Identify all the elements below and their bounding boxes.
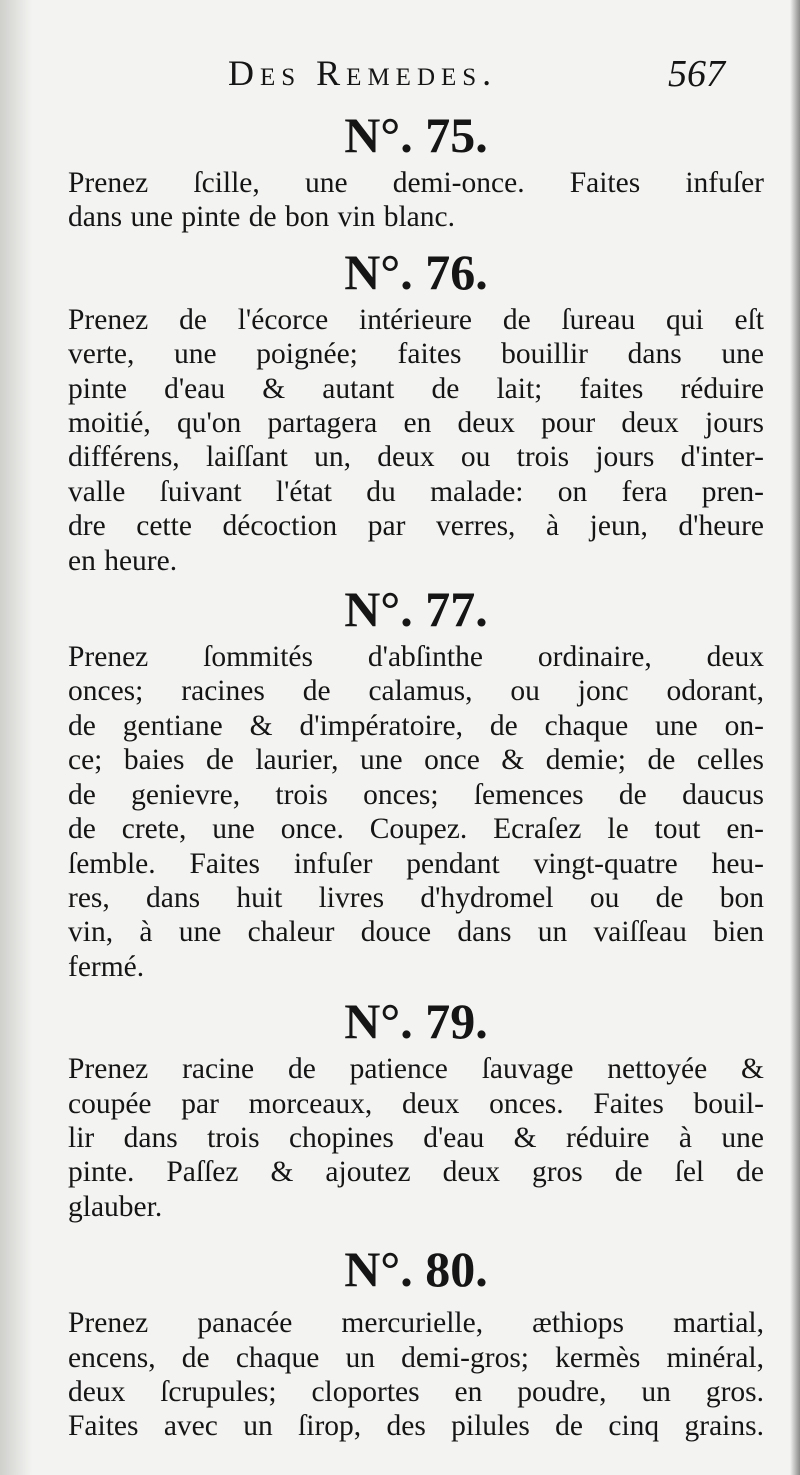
section-heading: N°. 76. — [344, 243, 488, 300]
remedy-75 — [66, 104, 766, 235]
text-line: ſemble. Faites infuſer pendant vingt-quatre heu- — [68, 847, 764, 880]
section-text — [66, 640, 766, 984]
page-number: 567 — [668, 53, 725, 95]
section-text — [66, 303, 766, 578]
section-text — [66, 166, 766, 235]
remedy-80 — [66, 1238, 766, 1444]
text-line: dre cette décoction par verres, à jeun, d'heure — [68, 510, 764, 543]
text-line: verte, une poignée; faites bouillir dans une — [68, 338, 764, 371]
text-line: Prenez racine de patience ſauvage nettoyée & — [68, 1053, 764, 1086]
text-line: pinte. Paſſez & ajoutez deux gros de ſel de — [68, 1156, 764, 1189]
remedy-79 — [66, 990, 766, 1224]
text-line: de crete, une once. Coupez. Ecraſez le tout en- — [68, 813, 764, 846]
text-line: Prenez panacée mercurielle, æthiops martial, — [68, 1307, 764, 1340]
remedy-77 — [66, 578, 766, 984]
text-line: de gentiane & d'impératoire, de chaque une on- — [68, 709, 764, 742]
text-line: lir dans trois chopines d'eau & réduire à une — [68, 1121, 764, 1154]
text-line: encens, de chaque un demi-gros; kermès minéral, — [68, 1341, 764, 1374]
remedy-76 — [66, 241, 766, 578]
running-title: Des Remedes. — [228, 53, 498, 93]
text-line: de genievre, trois onces; ſemences de daucus — [68, 778, 764, 811]
text-line: res, dans huit livres d'hydromel ou de bon — [68, 881, 764, 914]
text-line: onces; racines de calamus, ou jonc odorant, — [68, 675, 764, 708]
running-head — [0, 52, 800, 102]
section-heading: N°. 79. — [344, 993, 488, 1050]
text-line: moitié, qu'on partagera en deux pour deux jours — [68, 407, 764, 440]
text-line: Faites avec un ſirop, des pilules de cinq grains. — [68, 1410, 764, 1443]
text-line: valle ſuivant l'état du malade: on fera pren- — [68, 475, 764, 508]
text-line: glauber. — [68, 1190, 163, 1223]
section-text — [66, 1052, 766, 1224]
text-line: ce; baies de laurier, une once & demie; de celles — [68, 744, 764, 777]
text-line: Prenez de l'écorce intérieure de ſureau qui eſt — [68, 303, 764, 336]
text-line: en heure. — [68, 544, 178, 577]
section-heading: N°. 80. — [344, 1241, 488, 1298]
text-line: fermé. — [68, 950, 145, 983]
section-text — [66, 1306, 766, 1444]
text-line: vin, à une chaleur douce dans un vaiſſeau bien — [68, 916, 764, 949]
text-line: dans une pinte de bon vin blanc. — [68, 201, 455, 234]
text-line: deux ſcrupules; cloportes en poudre, un gros. — [68, 1375, 764, 1408]
text-line: pinte d'eau & autant de lait; faites réduire — [68, 372, 764, 405]
text-line: Prenez ſommités d'abſinthe ordinaire, deux — [68, 641, 764, 674]
text-line: coupée par morceaux, deux onces. Faites bouil- — [68, 1087, 764, 1120]
page-body — [66, 104, 766, 1444]
text-line: Prenez ſcille, une demi-once. Faites infuſer — [68, 167, 764, 199]
section-heading: N°. 75. — [344, 107, 488, 163]
text-line: différens, laiſſant un, deux ou trois jours d'inter- — [68, 441, 764, 474]
section-heading: N°. 77. — [344, 581, 488, 638]
